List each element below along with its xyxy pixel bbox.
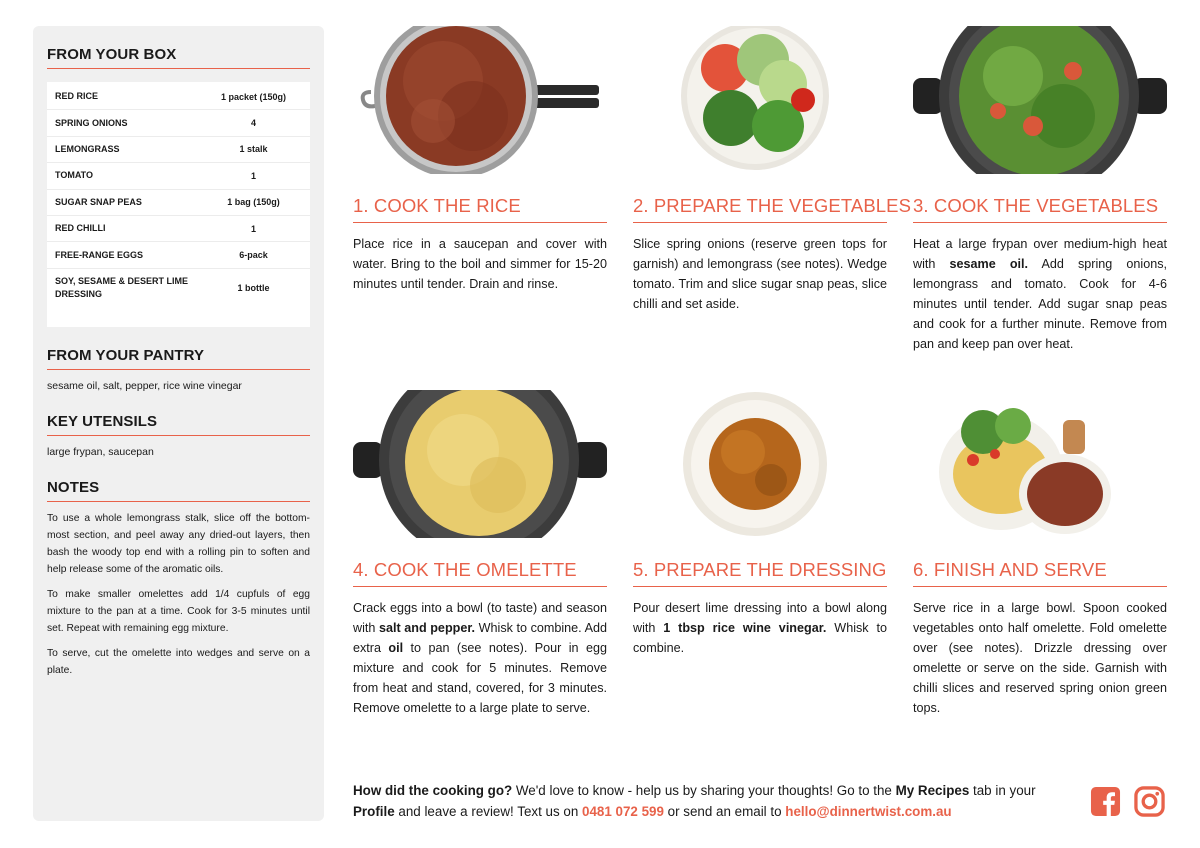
table-row	[47, 242, 310, 268]
table-row	[47, 269, 310, 307]
ingredient-name: SUGAR SNAP PEAS	[55, 196, 142, 207]
step-instructions: Pour desert lime dressing into a bowl along with 1 tbsp rice wine vinegar. Whisk to combine.	[633, 601, 887, 655]
step-6	[913, 390, 1167, 718]
note-paragraph: To serve, cut the omelette into wedges and serve on a plate.	[47, 647, 310, 676]
ingredient-quantity: 1	[250, 170, 256, 181]
pantry-list: sesame oil, salt, pepper, rice wine vinegar	[47, 379, 242, 392]
ingredient-name: SPRING ONIONS	[55, 117, 128, 128]
dressing-bowl-image	[633, 390, 887, 538]
ingredients-table	[47, 82, 310, 327]
ingredient-quantity: 1 packet (150g)	[220, 91, 287, 102]
key-utensils-title: KEY UTENSILS	[47, 413, 310, 436]
step-instructions: Slice spring onions (reserve green tops for garnish) and lemongrass (see notes). Wedge tomato. Trim and slice sugar snap peas, slice chilli and set aside.	[633, 237, 887, 311]
notes-title: NOTES	[47, 479, 310, 502]
step-instructions: Heat a large frypan over medium-high heat with sesame oil. Add spring onions, lemongrass and tomato. Cook for 4-6 minutes until tender. Add sugar snap peas and cook for a further minute. Remove from pan and keep pan over heat.	[913, 237, 1167, 351]
ingredient-quantity: 1 bag (150g)	[227, 197, 280, 208]
note-paragraph: To make smaller omelettes add 1/4 cupfuls of egg mixture to the pan at a time. Cook for 3-5 minutes until set. Repeat with remaining egg mixture.	[47, 588, 310, 634]
utensils-list: large frypan, saucepan	[47, 445, 154, 458]
step-5	[633, 390, 887, 658]
facebook-icon[interactable]	[1090, 786, 1121, 817]
note-paragraph: To use a whole lemongrass stalk, slice off the bottom-most section, and peel away any dried-out layers, then bash the woody top end with a rolling pin to soften and help release some of the aromatic oils.	[47, 512, 310, 575]
step-title: 4. COOK THE OMELETTE	[353, 559, 607, 587]
step-title: 3. COOK THE VEGETABLES	[913, 195, 1167, 223]
saucepan-rice-image	[353, 26, 607, 174]
step-instructions: Place rice in a saucepan and cover with water. Bring to the boil and simmer for 15-20 minutes until tender. Drain and rinse.	[353, 237, 607, 291]
ingredient-quantity: 4	[250, 118, 256, 129]
step-title: 6. FINISH AND SERVE	[913, 559, 1167, 587]
frypan-vegetables-image	[913, 26, 1167, 174]
prepared-vegetables-image	[633, 26, 887, 174]
my-recipes-link[interactable]: My Recipes	[895, 783, 970, 798]
ingredient-name: RED RICE	[55, 91, 99, 102]
step-2	[633, 26, 912, 314]
from-your-box-title: FROM YOUR BOX	[47, 46, 310, 69]
table-row	[47, 216, 310, 242]
table-row	[47, 163, 310, 189]
table-row	[47, 190, 310, 216]
step-3	[913, 26, 1167, 354]
ingredient-quantity: 1	[250, 223, 256, 234]
email-link[interactable]: hello@dinnertwist.com.au	[785, 804, 952, 819]
step-instructions: Serve rice in a large bowl. Spoon cooked vegetables onto half omelette. Fold omelette over (see notes). Drizzle dressing over omelette or serve on the side. Garnish with chilli slices and reserved spring onion green tops.	[913, 601, 1167, 715]
ingredient-quantity: 1 stalk	[239, 144, 268, 155]
step-title: 1. COOK THE RICE	[353, 195, 607, 223]
ingredient-quantity: 1 bottle	[237, 282, 270, 293]
step-title: 2. PREPARE THE VEGETABLES	[633, 195, 887, 223]
ingredient-name: LEMONGRASS	[55, 143, 120, 154]
ingredient-name: RED CHILLI	[55, 223, 106, 234]
from-your-pantry-title: FROM YOUR PANTRY	[47, 347, 310, 370]
step-4	[353, 390, 607, 718]
step-1	[353, 26, 607, 294]
step-title: 5. PREPARE THE DRESSING	[633, 559, 887, 587]
ingredients-sidebar	[33, 26, 324, 821]
table-row	[47, 84, 310, 110]
ingredient-quantity: 6-pack	[239, 250, 268, 261]
ingredient-name: FREE-RANGE EGGS	[55, 249, 144, 260]
feedback-footer: How did the cooking go? We'd love to know - help us by sharing your thoughts! Go to the My Recipes tab in your Profile and leave a review! Text us on 0481 072 599 or send an email to hello@dinnertwist.com.au	[353, 783, 1036, 819]
frypan-omelette-image	[353, 390, 607, 538]
ingredient-name: SOY, SESAME & DESERT LIME DRESSING	[55, 275, 189, 299]
feedback-question: How did the cooking go?	[353, 783, 513, 798]
instagram-icon[interactable]	[1134, 786, 1165, 817]
table-row	[47, 137, 310, 163]
plated-dish-image	[913, 390, 1167, 538]
table-row	[47, 110, 310, 136]
phone-number-link[interactable]: 0481 072 599	[582, 804, 664, 819]
ingredient-name: TOMATO	[55, 170, 93, 181]
step-instructions: Crack eggs into a bowl (to taste) and season with salt and pepper. Whisk to combine. Add extra oil to pan (see notes). Pour in egg mixture and cook for 5 minutes. Remove from heat and stand, covered, for 3 minutes. Remove omelette to a large plate to serve.	[353, 601, 607, 715]
profile-link[interactable]: Profile	[353, 804, 395, 819]
